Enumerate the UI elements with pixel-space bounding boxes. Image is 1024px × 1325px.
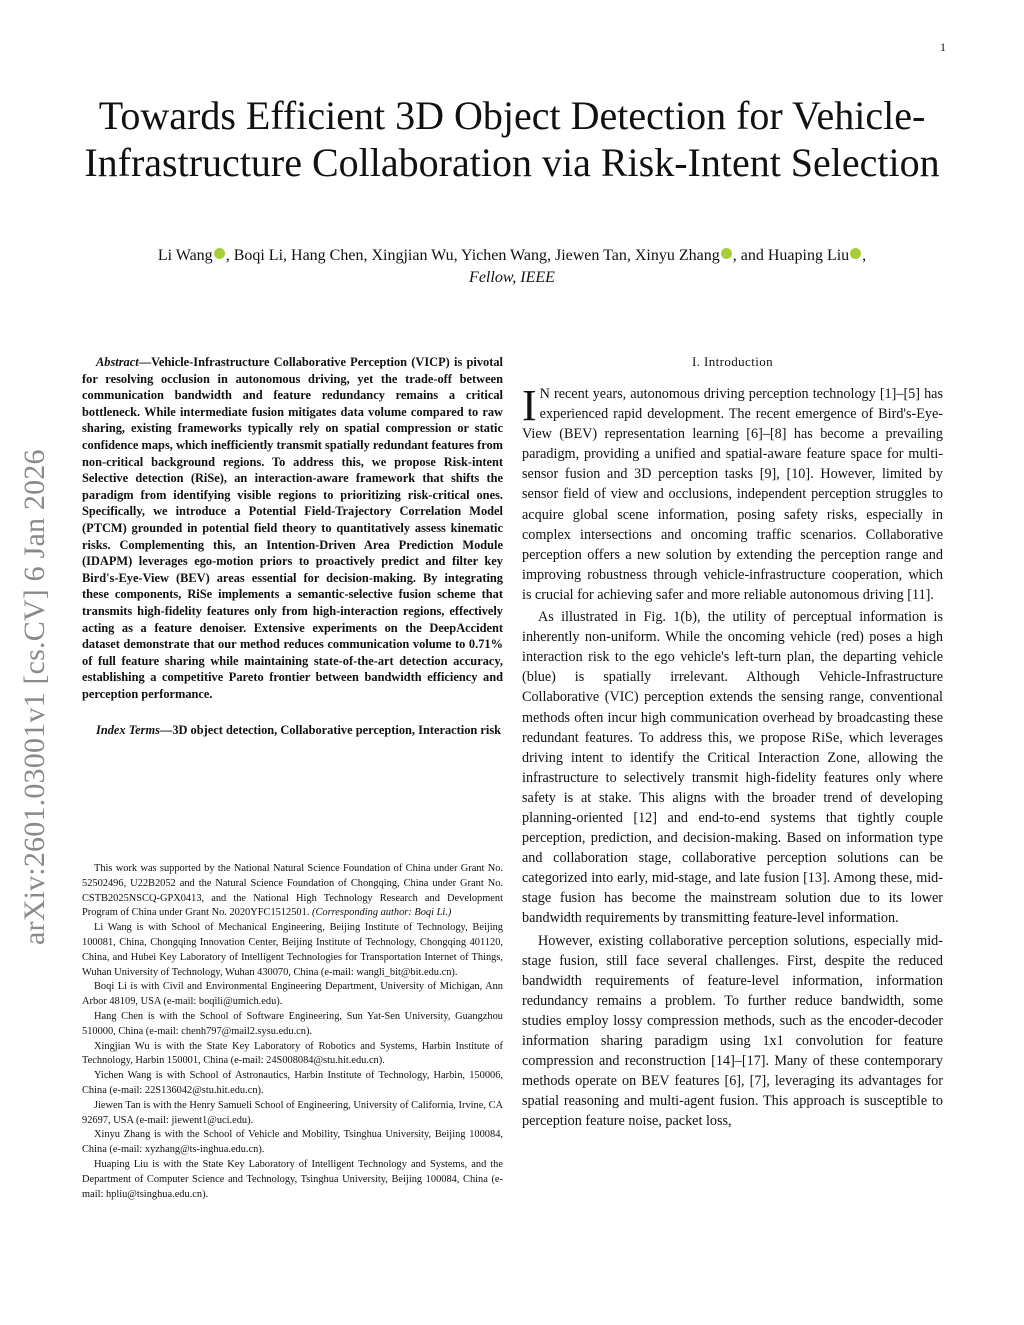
footnote-hang-chen: Hang Chen is with the School of Software Engineering, Sun Yat-Sen University, Guangzhou 510000, China (e-mail: chenh797@mail2.sysu.edu.cn).: [82, 1010, 503, 1037]
arxiv-stamp[interactable]: arXiv:2601.03001v1 [cs.CV] 6 Jan 2026: [18, 449, 51, 945]
drop-cap: I: [522, 381, 537, 430]
footnote-yichen-wang: Yichen Wang is with School of Astronautics, Harbin Institute of Technology, Harbin, 150006, China (e-mail: 22S136042@stu.hit.edu.cn).: [82, 1070, 503, 1096]
index-terms-body: —3D object detection, Collaborative perception, Interaction risk: [159, 723, 502, 738]
section-heading-introduction: I. Introduction: [691, 354, 774, 369]
orcid-icon[interactable]: [850, 248, 861, 259]
left-column: [82, 354, 503, 739]
author-suffix: ,: [862, 247, 867, 264]
orcid-icon[interactable]: [721, 248, 732, 259]
footnote-support: [82, 862, 503, 921]
corresponding-author: (Corresponding author: Boqi Li.): [312, 907, 452, 919]
abstract: [82, 354, 503, 702]
intro-paragraph-1: [522, 381, 943, 605]
footnote-support-text: This work was supported by the National Natural Science Foundation of China under Grant No. 52502496, U22B2052 and the Natural Science Foundation of Chongqing, China under Grant No. CSTB2025NSCQ-GPX0413, and the National High Technology Research and Development Program of China under Grant No. 2020YFC1512501.: [82, 863, 503, 919]
intro-paragraph-2: As illustrated in Fig. 1(b), the utility of perceptual information is inherently non-uniform. While the oncoming vehicle (red) poses a high interaction risk to the ego vehicle's left-turn plan, the departing vehicle (blue) is spatially irrelevant. Although Vehicle-Infrastructure Collaborative (VIC) perception extends the sensing range, conventional methods often incur high communication overhead by broadcasting these redundant features. To address this, we propose RiSe, which leverages driving intent to identify the Critical Interaction Zone, allowing the infrastructure to selectively transmit high-fidelity features only where safety is at stake. This aligns with the broader trend of developing planning-oriented [12] and end-to-end systems that tightly couple perception, prediction, and decision-making. Based on information type and collaboration stage, collaborative perception solutions can be categorized into early, mid-stage, and late fusion [13]. Among these, mid-stage fusion has become the mainstream solution due to its lower bandwidth requirements by transmitting feature-level information.: [522, 609, 943, 927]
footnote-xinyu-zhang: Xinyu Zhang is with the School of Vehicle and Mobility, Tsinghua University, Beijing 100084, China (e-mail: xyzhang@ts-inghua.edu.cn).: [82, 1129, 503, 1156]
abstract-lead: Abstract: [96, 355, 139, 369]
footnote-li-wang: Li Wang is with School of Mechanical Engineering, Beijing Institute of Technology, Beijing 100081, China, Chongqing Innovation Center, Beijing Institute of Technology, Chongqing 401120, China, and Hubei Key Laboratory of Intelligent Technologies for Transportation Internet of Things, Wuhan University of Technology, Wuhan 430070, China (e-mail: wangli_bit@bit.edu.cn).: [82, 922, 503, 978]
right-column: [522, 354, 943, 1131]
author-huaping-liu: , and Huaping Liu: [732, 247, 850, 264]
orcid-icon[interactable]: [214, 248, 225, 259]
index-terms-lead: Index Terms: [96, 723, 160, 738]
page-number: 1: [940, 40, 946, 54]
author-line: [60, 245, 964, 267]
footnote-huaping-liu: Huaping Liu is with the State Key Laboratory of Intelligent Technology and Systems, and the Department of Computer Science and Technology, Tsinghua University, Beijing 100084, China (e-mail: hpliu@tsinghua.edu.cn).: [82, 1158, 503, 1200]
footnote-boqi-li: Boqi Li is with Civil and Environmental Engineering Department, University of Michigan, Ann Arbor 48109, USA (e-mail: boqili@umich.edu).: [82, 981, 503, 1008]
footnote-xingjian-wu: Xingjian Wu is with the State Key Laboratory of Robotics and Systems, Harbin Institute of Technology, Harbin 150001, China (e-mail: 24S008084@stu.hit.edu.cn).: [82, 1040, 503, 1067]
paper-title: Towards Efficient 3D Object Detection for Vehicle-Infrastructure Collaboration via Risk-Intent Selection: [84, 93, 940, 185]
fellow-ieee: Fellow, IEEE: [469, 269, 555, 286]
author-names-middle: , Boqi Li, Hang Chen, Xingjian Wu, Yichen Wang, Jiewen Tan, Xinyu Zhang: [225, 247, 720, 264]
footnotes: [82, 862, 503, 1202]
author-li-wang: Li Wang: [157, 247, 213, 264]
footnote-jiewen-tan: Jiewen Tan is with the Henry Samueli School of Engineering, University of California, Irvine, CA 92697, USA (e-mail: jiewent1@uci.edu).: [82, 1099, 503, 1126]
author-list: [60, 245, 964, 289]
intro-paragraph-1-text: N recent years, autonomous driving perception technology [1]–[5] has experienced rapid development. The recent emergence of Bird's-Eye-View (BEV) representation learning [6]–[8] has become a prevailing paradigm, providing a unified and spatial-aware feature space for multi-sensor fusion and 3D perception tasks [9], [10]. However, limited by sensor field of view and occlusions, independent perception struggles to acquire global scene information, posing safety risks, especially in complex intersections and oncoming traffic scenarios. Collaborative perception offers a new solution by extending the perception range and improving robustness through vehicle-infrastructure cooperation, which is crucial for achieving safer and more reliable autonomous driving [11].: [522, 386, 943, 603]
intro-paragraph-3: However, existing collaborative perception solutions, especially mid-stage fusion, still face several challenges. First, despite the reduced bandwidth requirements of feature-level information, information redundancy remains a problem. To further reduce bandwidth, some studies employ lossy compression methods, such as the encoder-decoder information sharing paradigm using 1x1 convolution for feature compression and reconstruction [14]–[17]. Many of these contemporary methods operate on BEV features [6], [7], leveraging its advantages for spatial reasoning and multi-agent fusion. This approach is susceptible to perception feature noise, packet loss,: [522, 932, 943, 1130]
abstract-body: —Vehicle-Infrastructure Collaborative Perception (VICP) is pivotal for resolving occlusion in autonomous driving, yet the trade-off between communication bandwidth and feature redundancy remains a critical bottleneck. While intermediate fusion mitigates data volume compared to raw sharing, existing frameworks typically rely on spatial compression or static confidence maps, which inefficiently transmit spatially redundant features from non-critical background regions. To address this, we propose Risk-intent Selective detection (RiSe), an interaction-aware framework that shifts the paradigm from identifying visible regions to prioritizing risk-critical ones. Specifically, we introduce a Potential Field-Trajectory Correlation Model (PTCM) grounded in potential field theory to quantitatively assess kinematic risks. Complementing this, an Intention-Driven Area Prediction Module (IDAPM) leverages ego-motion priors to proactively predict and filter key Bird's-Eye-View (BEV) areas essential for decision-making. By integrating these components, RiSe implements a semantic-selective fusion scheme that transmits high-fidelity features only from high-interaction regions, effectively acting as a feature denoiser. Extensive experiments on the DeepAccident dataset demonstrate that our method reduces communication volume to 0.71% of full feature sharing while maintaining state-of-the-art detection accuracy, establishing a competitive Pareto frontier between bandwidth efficiency and perception performance.: [82, 355, 503, 701]
index-terms: [82, 722, 503, 739]
